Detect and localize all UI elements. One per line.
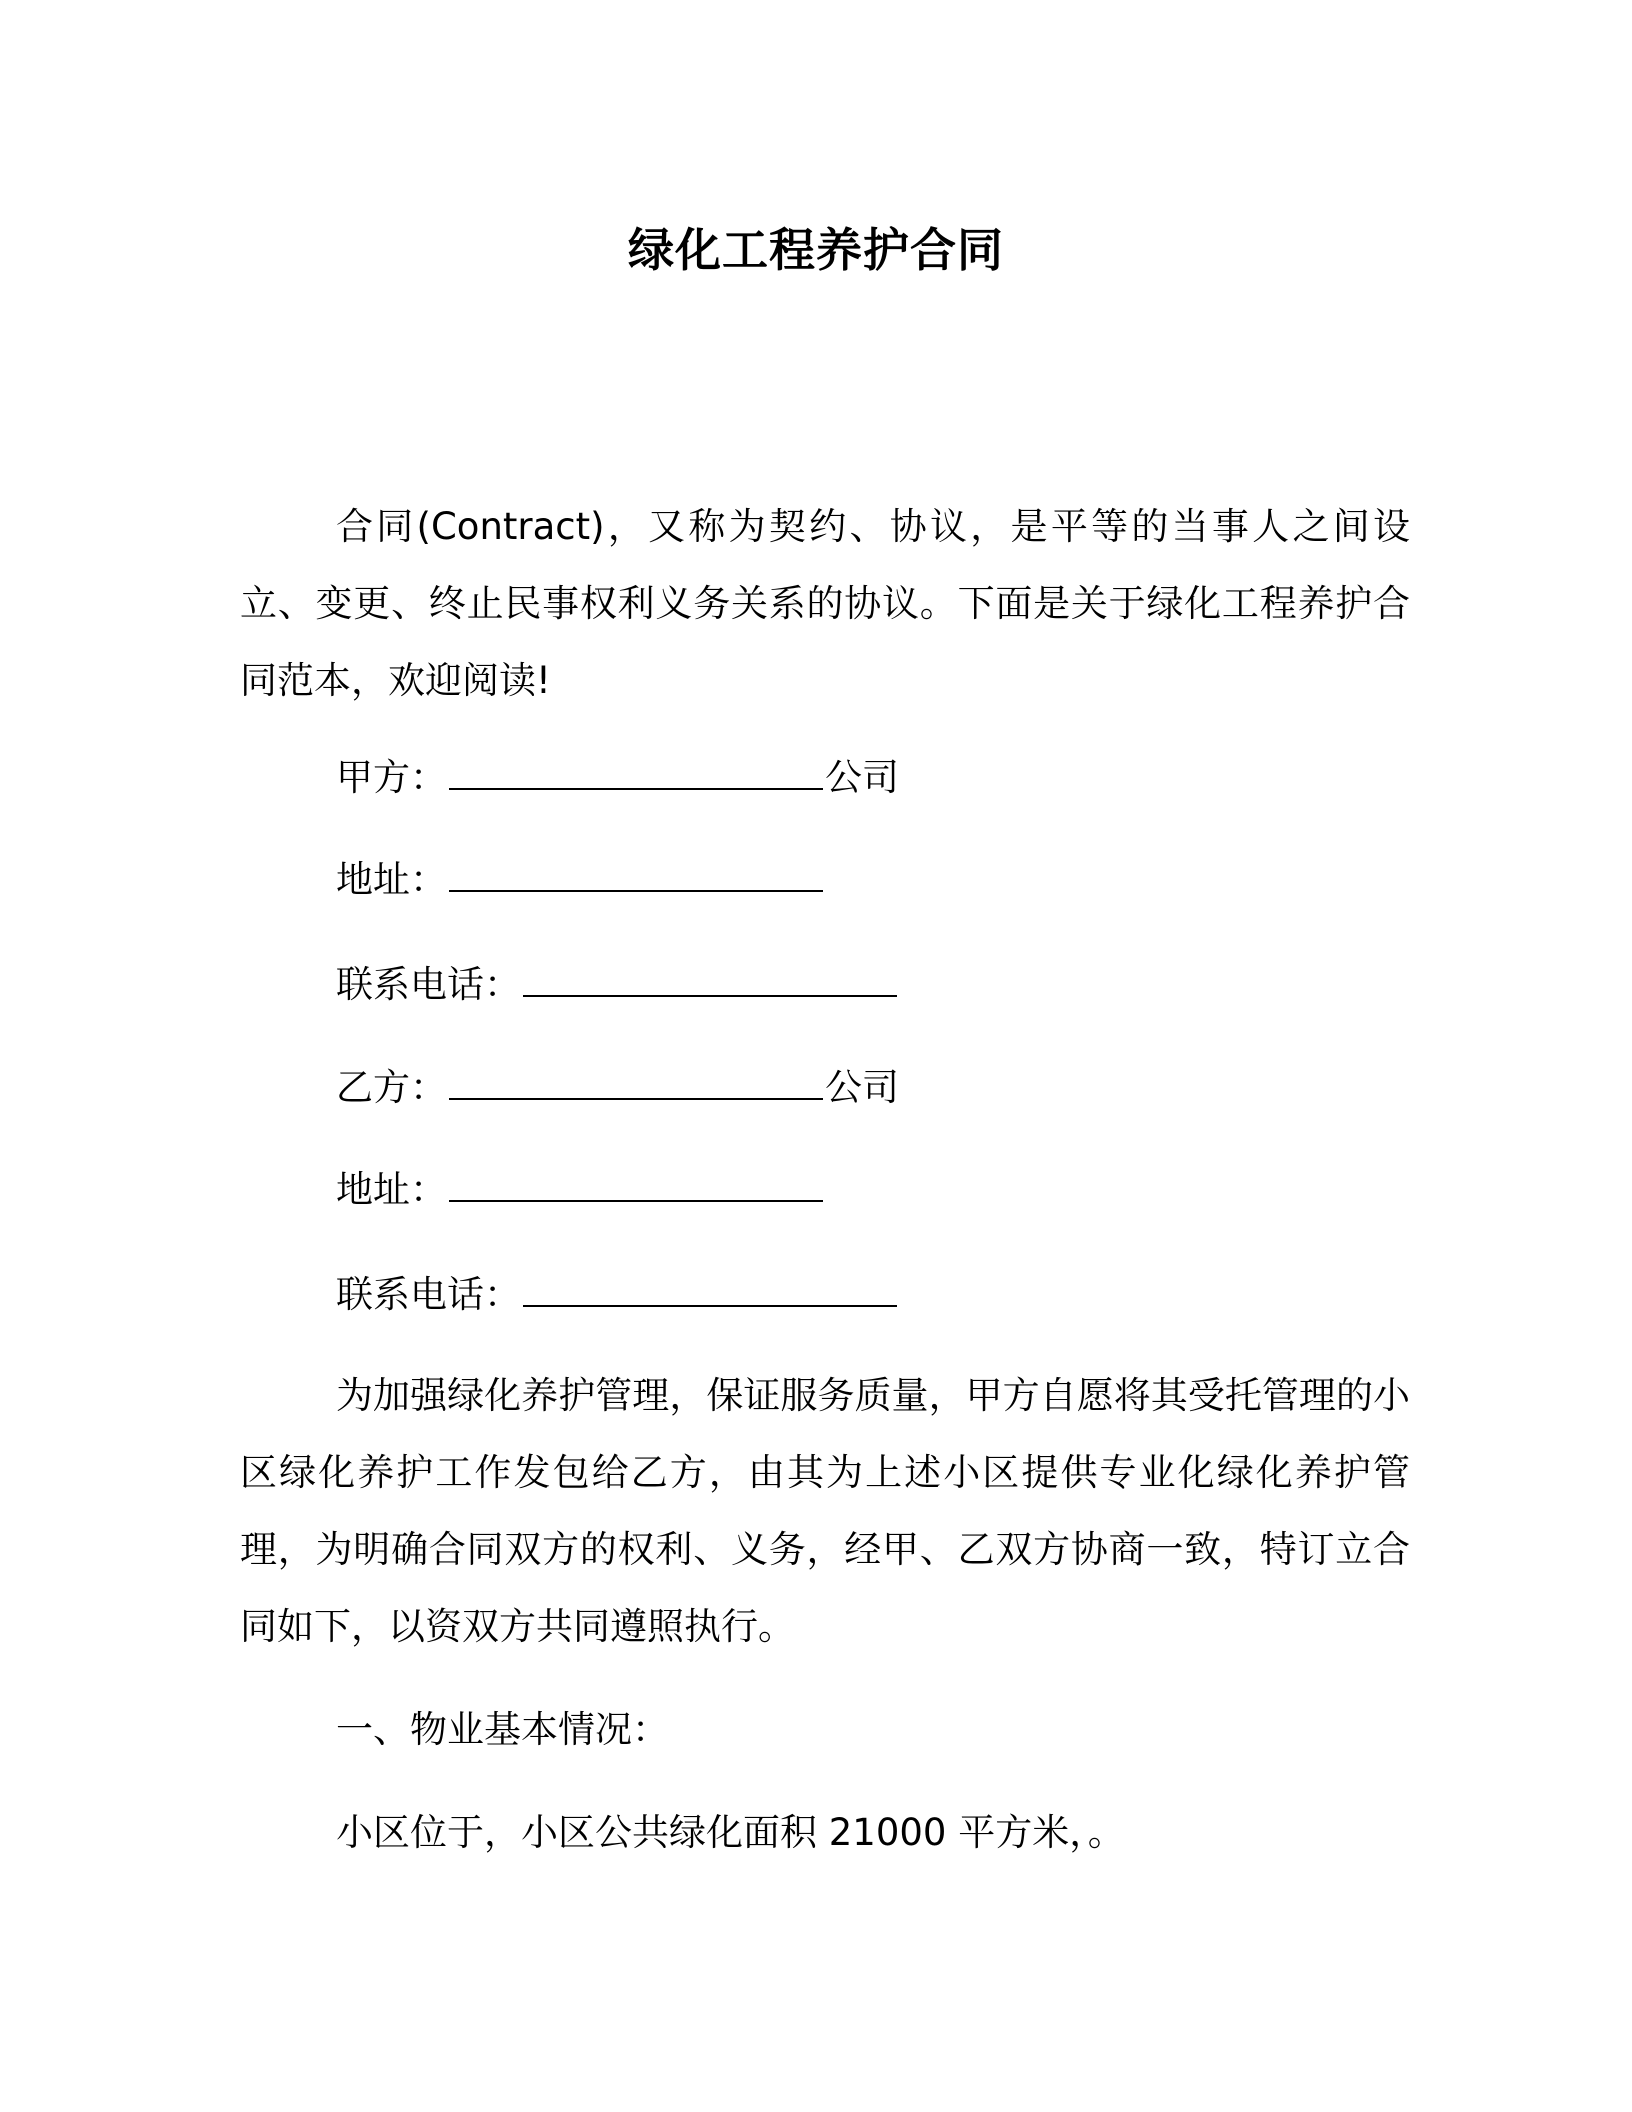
party-b-name-blank[interactable] [449,1068,823,1100]
section-1-heading: 一、物业基本情况： [336,1708,669,1751]
party-a-address-line [336,850,825,910]
party-a-address-blank[interactable] [449,860,823,892]
party-b-name-suffix: 公司 [825,1066,899,1109]
party-a-name-label: 甲方： [336,756,447,799]
party-b-phone-label: 联系电话： [336,1273,521,1316]
party-a-name-line [336,748,899,808]
document-title: 绿化工程养护合同 [628,223,1004,277]
section-1-text: 小区位于，小区公共绿化面积 21000 平方米，。 [336,1811,1125,1854]
party-a-name-blank[interactable] [449,758,823,790]
party-b-name-label: 乙方： [336,1066,447,1109]
party-b-address-label: 地址： [336,1168,447,1211]
party-b-address-blank[interactable] [449,1170,823,1202]
purpose-paragraph: 为加强绿化养护管理，保证服务质量，甲方自愿将其受托管理的小区绿化养护工作发包给乙方，由其为上述小区提供专业化绿化养护管理，为明确合同双方的权利、义务，经甲、乙双方协商一致，特订立合同如下，以资双方共同遵照执行。 [240,1374,1410,1648]
party-a-phone-label: 联系电话： [336,963,521,1006]
party-b-name-line [336,1058,899,1118]
party-a-phone-line [336,955,899,1015]
party-b-phone-blank[interactable] [523,1275,897,1307]
party-a-name-suffix: 公司 [825,756,899,799]
party-b-phone-line [336,1265,899,1325]
party-a-address-label: 地址： [336,858,447,901]
party-a-phone-blank[interactable] [523,965,897,997]
intro-paragraph: 合同(Contract)，又称为契约、协议，是平等的当事人之间设立、变更、终止民事权利义务关系的协议。下面是关于绿化工程养护合同范本，欢迎阅读! [240,505,1410,702]
party-b-address-line [336,1160,825,1220]
